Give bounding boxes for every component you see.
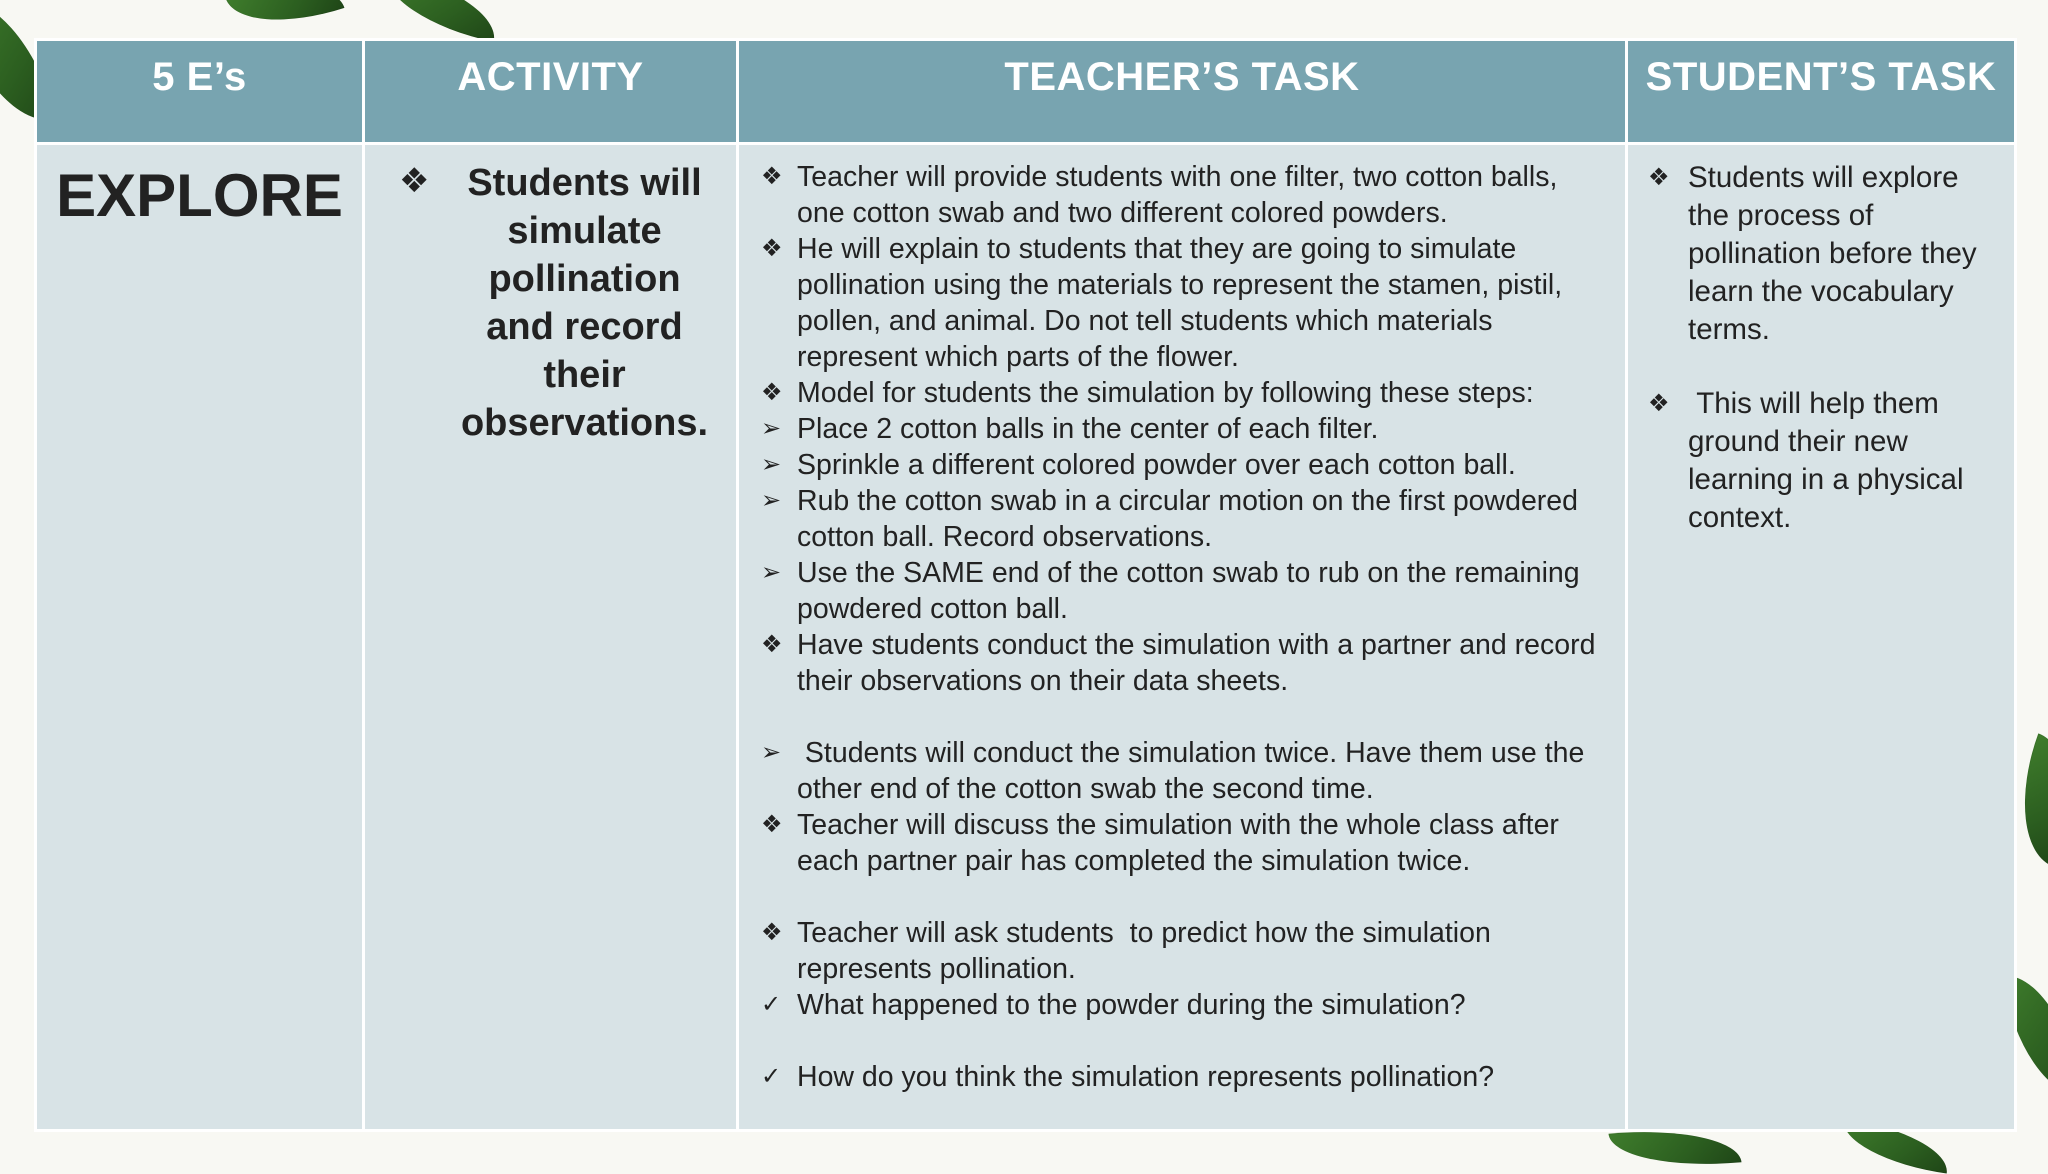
teacher-task-item (757, 231, 1603, 375)
teacher-task-item (757, 159, 1603, 231)
list-item-text: Students will conduct the simulation twice. Have them use the other end of the cotton swab the second time. (797, 737, 1593, 805)
header-5es: 5 E’s (36, 40, 364, 144)
arrow-bullet-icon: ➢ (761, 487, 782, 514)
teacher-task-cell (738, 144, 1627, 1131)
diamond-bullet-icon: ❖ (761, 163, 783, 190)
teacher-task-item (757, 483, 1603, 555)
list-item-text: How do you think the simulation represents pollination? (797, 1061, 1495, 1093)
arrow-bullet-icon: ➢ (761, 415, 782, 442)
list-item-text: Teacher will discuss the simulation with the whole class after each partner pair has completed the simulation twice. (797, 809, 1567, 877)
header-activity: ACTIVITY (364, 40, 738, 144)
diamond-bullet-icon: ❖ (761, 919, 783, 946)
activity-cell (364, 144, 738, 1131)
teacher-task-item (757, 1059, 1603, 1095)
list-item-text: This will help them ground their new learning in a physical context. (1688, 387, 1972, 534)
list-spacer (757, 699, 1603, 735)
teacher-task-item (757, 555, 1603, 627)
teacher-task-item (757, 447, 1603, 483)
diamond-bullet-icon: ❖ (399, 162, 430, 200)
header-teachers-task: TEACHER’S TASK (738, 40, 1627, 144)
student-task-item (1648, 159, 2000, 349)
stage-label: EXPLORE (56, 162, 343, 229)
teacher-task-item (757, 735, 1603, 807)
teacher-task-item (757, 411, 1603, 447)
checkmark-bullet-icon: ✓ (761, 991, 782, 1018)
teacher-task-item (757, 987, 1603, 1023)
lesson-plan-table (34, 38, 2017, 1132)
list-item-text: Students will explore the process of pollination before they learn the vocabulary terms. (1688, 161, 1985, 346)
leaf-decoration-top-left-2 (226, 0, 345, 42)
list-item-text: He will explain to students that they are going to simulate pollination using the materials to represent the stamen, pistil, pollen, and animal. Do not tell students which materials represent which parts of the flower. (797, 233, 1571, 373)
stage-cell (36, 144, 364, 1131)
teacher-task-list (757, 159, 1603, 1095)
arrow-bullet-icon: ➢ (761, 451, 782, 478)
header-students-task: STUDENT’S TASK (1627, 40, 2016, 144)
diamond-bullet-icon: ❖ (1648, 390, 1670, 417)
diamond-bullet-icon: ❖ (761, 811, 783, 838)
diamond-bullet-icon: ❖ (761, 631, 783, 658)
list-item-text: Sprinkle a different colored powder over each cotton ball. (797, 449, 1516, 481)
table-header-row (36, 40, 2016, 144)
checkmark-bullet-icon: ✓ (761, 1063, 782, 1090)
diamond-bullet-icon: ❖ (761, 235, 783, 262)
list-item-text: What happened to the powder during the simulation? (797, 989, 1466, 1021)
list-item-text: Use the SAME end of the cotton swab to rub on the remaining powdered cotton ball. (797, 557, 1588, 625)
arrow-bullet-icon: ➢ (761, 559, 782, 586)
list-item-text: Rub the cotton swab in a circular motion on the first powdered cotton ball. Record observations. (797, 485, 1586, 553)
arrow-bullet-icon: ➢ (761, 739, 782, 766)
list-item-text: Teacher will ask students to predict how the simulation represents pollination. (797, 917, 1499, 985)
teacher-task-item (757, 375, 1603, 411)
teacher-task-item (757, 807, 1603, 879)
list-spacer (1648, 349, 2000, 385)
teacher-task-item (757, 627, 1603, 699)
activity-text: Students will simulate pollination and record their observations. (460, 162, 709, 444)
diamond-bullet-icon: ❖ (1648, 164, 1670, 191)
list-spacer (757, 1023, 1603, 1059)
student-task-item (1648, 385, 2000, 537)
list-item-text: Model for students the simulation by following these steps: (797, 377, 1534, 409)
list-spacer (757, 879, 1603, 915)
list-item-text: Have students conduct the simulation with a partner and record their observations on their data sheets. (797, 629, 1604, 697)
leaf-decoration-top-left-3 (376, 0, 503, 42)
list-item-text: Teacher will provide students with one filter, two cotton balls, one cotton swab and two different colored powders. (797, 161, 1566, 229)
diamond-bullet-icon: ❖ (761, 379, 783, 406)
teacher-task-item (757, 915, 1603, 987)
student-task-list (1648, 159, 2000, 537)
list-item-text: Place 2 cotton balls in the center of each filter. (797, 413, 1379, 445)
student-task-cell (1627, 144, 2016, 1131)
table-row (36, 144, 2016, 1131)
